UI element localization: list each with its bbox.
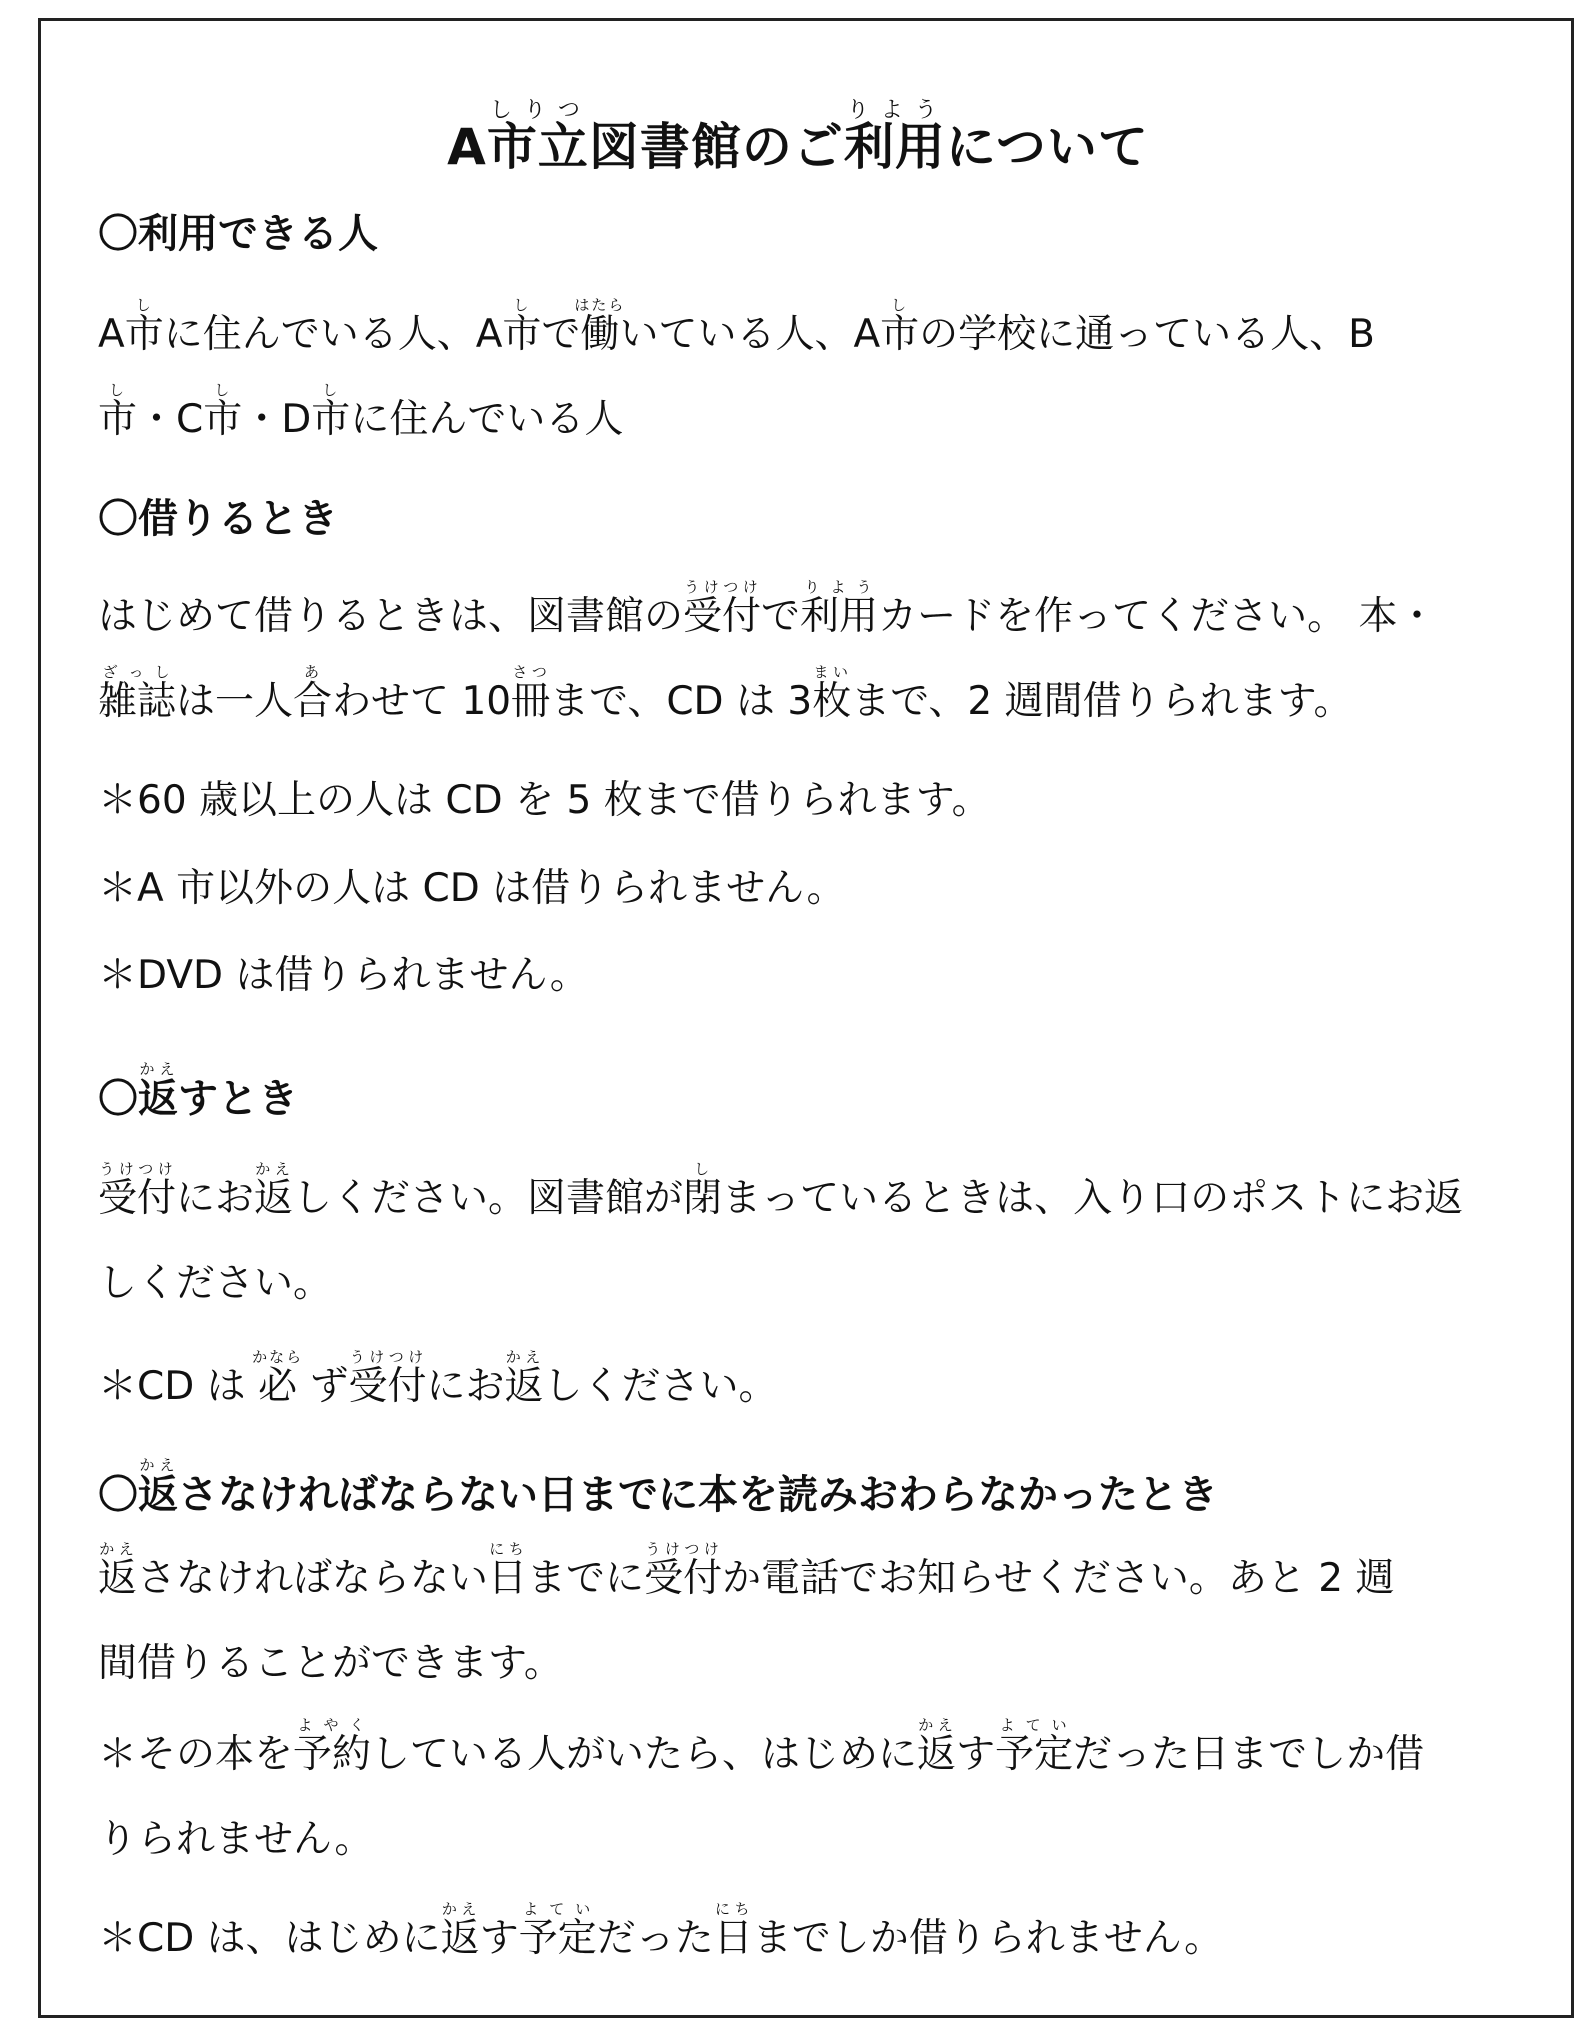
reserved-line-2: りられません。 bbox=[98, 1817, 374, 1862]
note-seniors-cd: ＊60 歳以上の人は CD を 5 枚まで借りられます。 bbox=[98, 778, 991, 823]
who-line-2: 市し・C市し・D市しに住んでいる人 bbox=[98, 381, 624, 442]
paragraph-borrowing bbox=[98, 574, 1508, 744]
heading-extending: 〇返かえさなければならない日までに本を読みおわらなかったとき bbox=[98, 1456, 1218, 1518]
page-title: A市立しりつ図書館のご利用りようについて bbox=[447, 98, 1149, 176]
who-line-1: A市しに住んでいる人、A市しで働はたらいている人、A市しの学校に通っている人、B bbox=[98, 296, 1375, 357]
note-reserved-book bbox=[98, 1712, 1508, 1882]
heading-who-can-use: 〇利用できる人 bbox=[98, 211, 378, 257]
heading-borrowing: 〇借りるとき bbox=[98, 496, 338, 542]
note-non-residents-cd: ＊A 市以外の人は CD は借りられません。 bbox=[98, 866, 846, 911]
heading-returning: 〇返かえすとき bbox=[98, 1060, 298, 1122]
paragraph-returning bbox=[98, 1156, 1508, 1326]
paragraph-extending bbox=[98, 1536, 1508, 1706]
return-line-2: しください。 bbox=[98, 1261, 333, 1306]
note-no-dvd: ＊DVD は借りられません。 bbox=[98, 953, 589, 998]
extend-line-1: 返かえさなければならない日にちまでに受付うけつけか電話でお知らせください。あと 2 週 bbox=[98, 1540, 1395, 1601]
title-ruby-shiritsu: しりつ bbox=[486, 98, 589, 123]
title-ruby-riyou: りよう bbox=[843, 98, 946, 123]
note-cd-return-desk: ＊CD は 必かなら ず受付うけつけにお返かえしください。 bbox=[98, 1348, 778, 1409]
return-line-1: 受付うけつけにお返かえしください。図書館が閉しまっているときは、入り口のポストにお返 bbox=[98, 1160, 1464, 1221]
paragraph-who-can-use bbox=[98, 292, 1508, 462]
borrow-line-2: 雑誌ざっしは一人合あわせて 10冊さつまで、CD は 3枚まいまで、2 週間借りられます。 bbox=[98, 663, 1353, 724]
borrow-line-1: はじめて借りるときは、図書館の受付うけつけで利用りようカードを作ってください。 本・ bbox=[98, 578, 1437, 639]
extend-line-2: 間借りることができます。 bbox=[98, 1641, 563, 1686]
note-cd-extension: ＊CD は、はじめに返かえす予定よていだった日にちまでしか借りられません。 bbox=[98, 1900, 1224, 1961]
reserved-line-1: ＊その本を予約よやくしている人がいたら、はじめに返かえす予定よていだった日までしか借 bbox=[98, 1716, 1425, 1777]
